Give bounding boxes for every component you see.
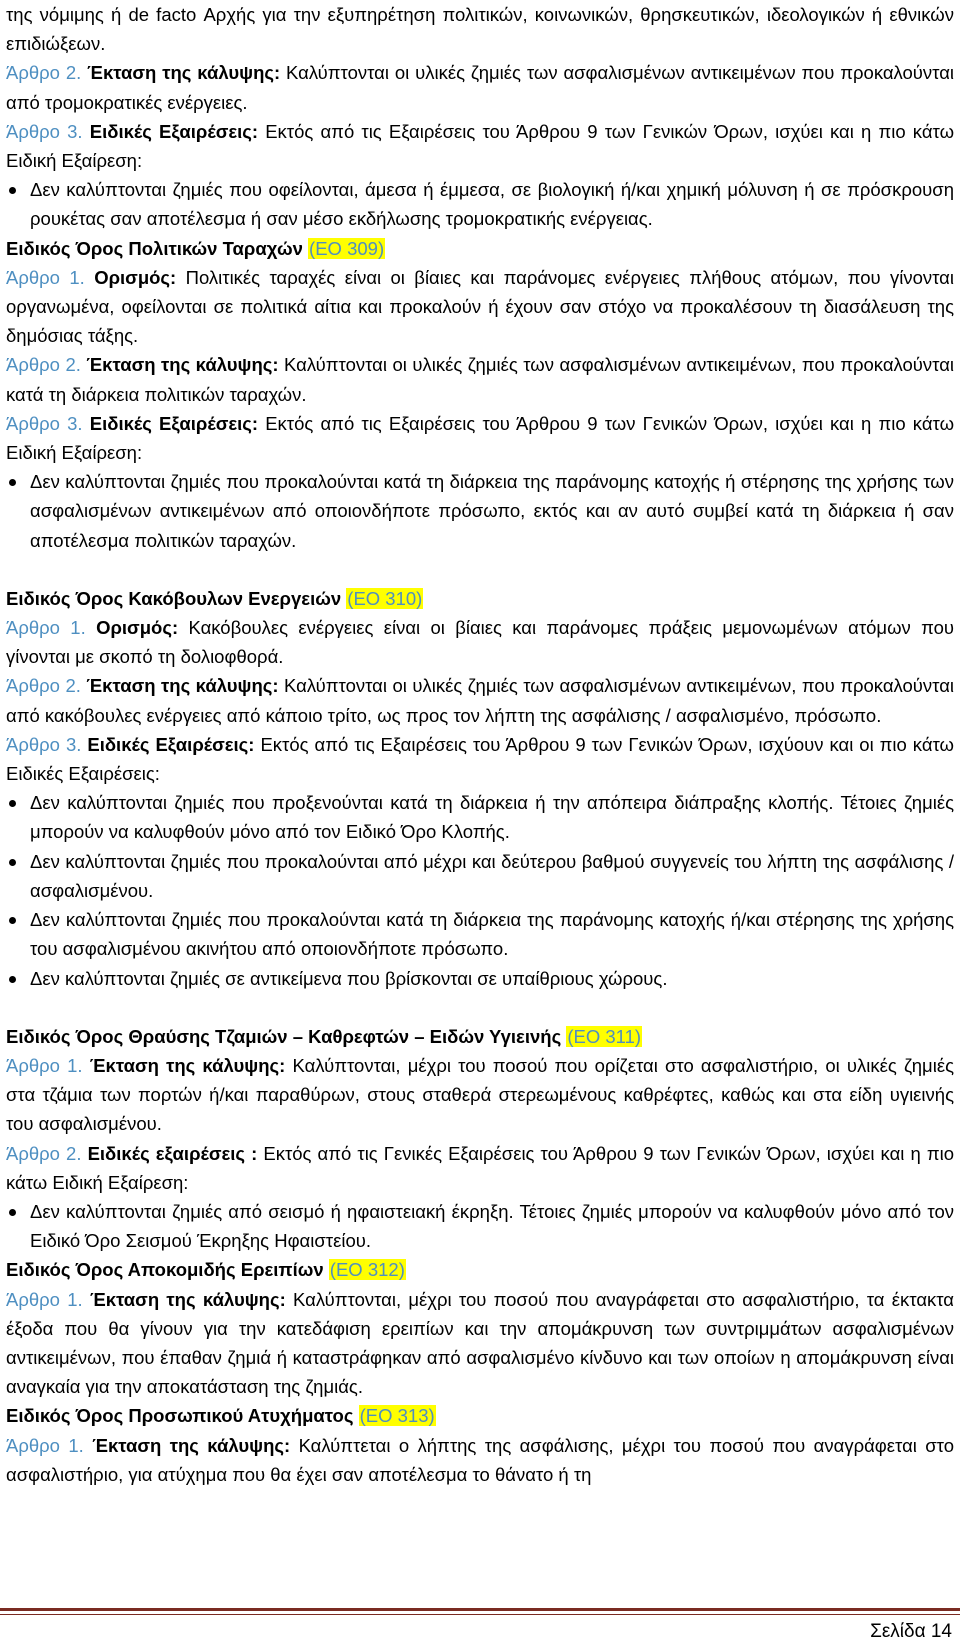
- s2-heading-text: Ειδικός Όρος Πολιτικών Ταραχών: [6, 237, 303, 259]
- s3-article-3-number: Άρθρο 3.: [6, 733, 82, 755]
- bullet-icon: [9, 187, 16, 194]
- s1-article-2-number: Άρθρο 2.: [6, 62, 82, 84]
- list-item: [6, 905, 954, 963]
- list-item-text: Δεν καλύπτονται ζημιές που προξενούνται κατά τη διάρκεια ή την απόπειρα διάπραξης κλοπής. Τέτοιες ζημιές μπορούν να καλυφθούν μόνο από τον Ειδικό Όρο Κλοπής.: [30, 792, 954, 843]
- s3-heading: [6, 584, 954, 613]
- s2-article-2-title: Έκταση της κάλυψης:: [86, 354, 279, 376]
- s1-article-3: [6, 117, 954, 175]
- s3-article-1-title: Ορισμός:: [96, 617, 179, 639]
- s6-article-1-title: Έκταση της κάλυψης:: [92, 1434, 291, 1456]
- bullet-icon: [9, 976, 16, 983]
- s2-article-1-text: Πολιτικές ταραχές είναι οι βίαιες και παράνομες ενέργειες πλήθους ατόμων, που γίνονται οργανωμένα, οφείλονται σε πολιτικά αίτια και προκαλούν ή έχουν σαν στόχο να προκαλέσουν τη διασάλευση της δημόσιας τάξης.: [6, 266, 954, 347]
- s4-article-2-text: Εκτός από τις Γενικές Εξαιρέσεις του Άρθρου 9 των Γενικών Όρων, ισχύει και η πιο κάτω Ειδική Εξαίρεση:: [6, 1142, 954, 1193]
- s2-article-1: [6, 263, 954, 351]
- s4-code-badge: (ΕΟ 311): [567, 1025, 642, 1047]
- list-item-text: Δεν καλύπτονται ζημιές που προκαλούνται κατά τη διάρκεια της παράνομης κατοχής ή/και στέρησης της χρήσης του ασφαλισμένου ακινήτου από οποιονδήποτε πρόσωπο.: [30, 909, 954, 960]
- s6-heading-text: Ειδικός Όρος Προσωπικού Ατυχήματος: [6, 1405, 354, 1427]
- s5-article-1: [6, 1285, 954, 1402]
- s5-heading: [6, 1255, 954, 1284]
- section-spacer: [6, 993, 954, 1022]
- s5-article-1-title: Έκταση της κάλυψης:: [89, 1288, 286, 1310]
- list-item: [6, 847, 954, 905]
- list-item-text: Δεν καλύπτονται ζημιές από σεισμό ή ηφαιστειακή έκρηξη. Τέτοιες ζημιές μπορούν να καλυφθούν μόνο από τον Ειδικό Όρο Σεισμού Έκρηξης Ηφαιστείου.: [30, 1200, 954, 1252]
- document-page: [6, 0, 954, 1489]
- s6-article-1-number: Άρθρο 1.: [6, 1434, 84, 1456]
- s3-article-1-number: Άρθρο 1.: [6, 617, 86, 639]
- list-item: [6, 175, 954, 233]
- s4-article-2: [6, 1139, 954, 1197]
- s2-article-3: [6, 409, 954, 467]
- list-item-text: Δεν καλύπτονται ζημιές σε αντικείμενα που βρίσκονται σε υπαίθριους χώρους.: [30, 967, 668, 989]
- s2-heading: [6, 234, 954, 263]
- list-item: [6, 964, 954, 993]
- s4-article-1: [6, 1051, 954, 1139]
- s4-article-1-number: Άρθρο 1.: [6, 1054, 83, 1076]
- section-spacer: [6, 555, 954, 584]
- bullet-icon: [9, 859, 16, 866]
- bullet-icon: [9, 800, 16, 807]
- s3-article-1-text: Κακόβουλες ενέργειες είναι οι βίαιες και παράνομες πράξεις μεμονωμένων ατόμων που γίνονται με σκοπό τη δολιοφθορά.: [6, 617, 955, 668]
- s6-heading: [6, 1401, 954, 1430]
- s2-code-badge: (ΕΟ 309): [309, 237, 385, 259]
- list-item-text: Δεν καλύπτονται ζημιές που προκαλούνται από μέχρι και δεύτερου βαθμού συγγενείς του λήπτη της ασφάλισης / ασφαλισμένου.: [30, 850, 954, 901]
- s1-article-2-title: Έκταση της κάλυψης:: [87, 62, 281, 84]
- bullet-icon: [9, 1209, 16, 1216]
- bullet-icon: [9, 479, 16, 486]
- s3-article-1: [6, 613, 954, 671]
- s5-article-1-number: Άρθρο 1.: [6, 1288, 83, 1310]
- footer-divider-thin: [0, 1614, 960, 1615]
- s3-code-badge: (ΕΟ 310): [347, 587, 423, 609]
- s2-article-3-text: Εκτός από τις Εξαιρέσεις του Άρθρου 9 των Γενικών Όρων, ισχύει και η πιο κάτω Ειδική Εξαίρεση:: [6, 412, 955, 464]
- list-item: [6, 467, 954, 555]
- s1-article-2: [6, 58, 954, 116]
- s3-article-2-text: Καλύπτονται οι υλικές ζημιές των ασφαλισμένων αντικειμένων, που προκαλούνται από κακόβουλες ενέργειες από κάποιο τρίτο, ως προς τον λήπτη της ασφάλισης / ασφαλισμένο, πρόσωπο.: [6, 675, 954, 726]
- s2-exclusions-list: [6, 467, 954, 555]
- bullet-icon: [9, 917, 16, 924]
- page-number: Σελίδα 14: [870, 1621, 952, 1642]
- s2-article-1-title: Ορισμός:: [94, 266, 177, 288]
- s4-heading-text: Ειδικός Όρος Θραύσης Τζαμιών – Καθρεφτών – Ειδών Υγιεινής: [6, 1025, 562, 1047]
- s4-article-1-text: Καλύπτονται, μέχρι του ποσού που ορίζεται στο ασφαλιστήριο, οι υλικές ζημιές στα τζάμια των πορτών ή/και παραθύρων, στους σταθερά στερεωμένους καθρέφτες, καθώς και στα είδη υγιεινής του ασφαλισμένου.: [6, 1054, 954, 1135]
- s4-article-2-number: Άρθρο 2.: [6, 1142, 82, 1164]
- s5-code-badge: (ΕΟ 312): [329, 1259, 405, 1281]
- s1-article-3-title: Ειδικές Εξαιρέσεις:: [89, 120, 259, 142]
- s2-article-2-text: Καλύπτονται οι υλικές ζημιές των ασφαλισμένων αντικειμένων, που προκαλούνται κατά τη διάρκεια πολιτικών ταραχών.: [6, 354, 954, 405]
- s1-article-2-text: Καλύπτονται οι υλικές ζημιές των ασφαλισμένων αντικειμένων που προκαλούνται από τρομοκρατικές ενέργειες.: [6, 62, 955, 113]
- s3-exclusions-list: [6, 788, 954, 992]
- list-item: [6, 1197, 954, 1255]
- s3-article-3-text: Εκτός από τις Εξαιρέσεις του Άρθρου 9 των Γενικών Όρων, ισχύουν και οι πιο κάτω Ειδικές Εξαιρέσεις:: [6, 733, 955, 785]
- s6-article-1: [6, 1431, 954, 1489]
- s2-article-1-number: Άρθρο 1.: [6, 266, 85, 288]
- s6-code-badge: (ΕΟ 313): [359, 1405, 435, 1427]
- s4-heading: [6, 1022, 954, 1051]
- s6-article-1-text: Καλύπτεται ο λήπτης της ασφάλισης, μέχρι του ποσού που αναγράφεται στο ασφαλιστήριο, για ατύχημα που θα έχει σαν αποτέλεσμα το θάνατο ή τη: [6, 1434, 955, 1485]
- s4-exclusions-list: [6, 1197, 954, 1255]
- s4-article-2-title: Ειδικές εξαιρέσεις :: [87, 1142, 258, 1164]
- s4-article-1-title: Έκταση της κάλυψης:: [89, 1054, 286, 1076]
- s1-exclusions-list: [6, 175, 954, 233]
- s1-article-3-text: Εκτός από τις Εξαιρέσεις του Άρθρου 9 των Γενικών Όρων, ισχύει και η πιο κάτω Ειδική Εξαίρεση:: [6, 120, 955, 172]
- s3-article-2-number: Άρθρο 2.: [6, 675, 81, 697]
- s2-article-3-number: Άρθρο 3.: [6, 412, 83, 434]
- s5-article-1-text: Καλύπτονται, μέχρι του ποσού που αναγράφεται στο ασφαλιστήριο, τα έκτακτα έξοδα που θα γίνουν για την κατεδάφιση ερειπίων και την απομάκρυνση των συντριμμάτων ασφαλισμένων αντικειμένων, που έπαθαν ζημιά ή καταστράφηκαν από ασφαλισμένο κίνδυνο και των οποίων η απομάκρυνση είναι αναγκαία για την αποκατάσταση της ζημιάς.: [6, 1288, 955, 1398]
- s1-article-3-number: Άρθρο 3.: [6, 120, 83, 142]
- intro-paragraph: της νόμιμης ή de facto Αρχής για την εξυπηρέτηση πολιτικών, κοινωνικών, θρησκευτικών, ιδεολογικών ή εθνικών επιδιώξεων.: [6, 4, 954, 55]
- list-item-text: Δεν καλύπτονται ζημιές που οφείλονται, άμεσα ή έμμεσα, σε βιολογική ή/και χημική μόλυνση ή σε πρόσκρουση ρουκέτας σαν αποτέλεσμα ή σαν μέσο εκδήλωσης τρομοκρατικής ενέργειας.: [30, 179, 954, 230]
- s5-heading-text: Ειδικός Όρος Αποκομιδής Ερειπίων: [6, 1259, 324, 1281]
- s2-article-2: [6, 350, 954, 408]
- list-item: [6, 788, 954, 846]
- footer-divider: [0, 1608, 960, 1611]
- s3-article-2-title: Έκταση της κάλυψης:: [86, 675, 279, 697]
- s3-article-2: [6, 671, 954, 729]
- s3-heading-text: Ειδικός Όρος Κακόβουλων Ενεργειών: [6, 587, 342, 609]
- s3-article-3: [6, 730, 954, 788]
- s3-article-3-title: Ειδικές Εξαιρέσεις:: [87, 733, 255, 755]
- s2-article-2-number: Άρθρο 2.: [6, 354, 81, 376]
- list-item-text: Δεν καλύπτονται ζημιές που προκαλούνται κατά τη διάρκεια της παράνομης κατοχής ή στέρησης της χρήσης των ασφαλισμένων αντικειμένων από οποιονδήποτε πρόσωπο, εκτός και αν αυτό συμβεί κατά τη διάρκεια ή σαν αποτέλεσμα πολιτικών ταραχών.: [30, 471, 954, 551]
- s2-article-3-title: Ειδικές Εξαιρέσεις:: [89, 412, 259, 434]
